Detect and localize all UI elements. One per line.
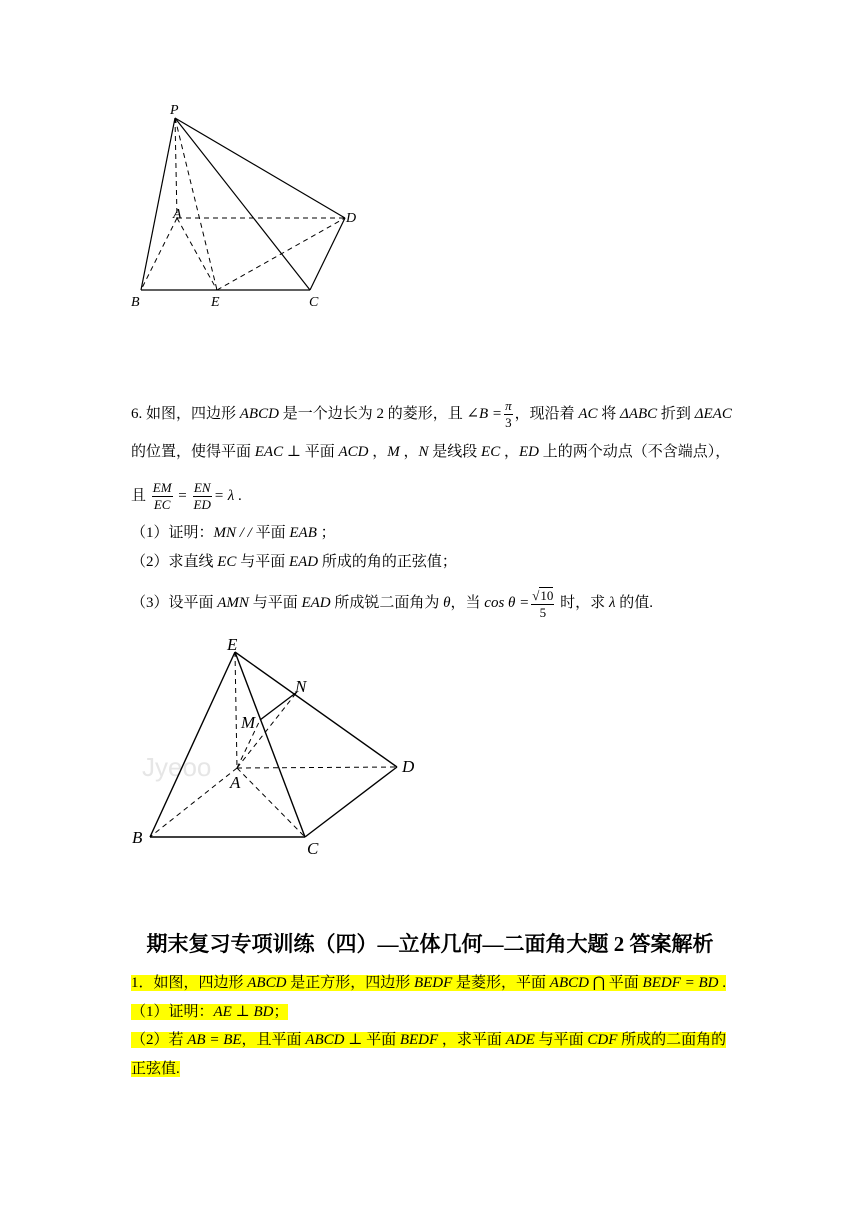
sqrt-radicand: 10 bbox=[540, 587, 554, 603]
text: 上的两个动点（不含端点）， bbox=[538, 444, 731, 460]
math: cos θ = bbox=[484, 595, 530, 611]
numerator: EM bbox=[152, 480, 172, 496]
math: ABCD bbox=[239, 405, 279, 422]
math: ABCD bbox=[305, 1032, 345, 1048]
math: AMN bbox=[217, 595, 249, 611]
pyramid-figure-2-svg bbox=[125, 630, 425, 860]
text: （1）证明： bbox=[131, 1004, 214, 1020]
text: 的位置，使得平面 bbox=[131, 444, 255, 460]
text: （3）设平面 bbox=[131, 595, 218, 611]
text: 所成锐二面角为 bbox=[330, 595, 444, 611]
problem6-question2 bbox=[131, 551, 457, 573]
label-c: C bbox=[309, 295, 319, 310]
edge-ab bbox=[141, 218, 177, 290]
answer1-line1 bbox=[131, 972, 726, 994]
edge-cd bbox=[310, 218, 345, 290]
text: . bbox=[718, 975, 726, 991]
math: EC bbox=[217, 554, 237, 570]
math: BEDF bbox=[399, 1032, 439, 1048]
denominator: ED bbox=[193, 497, 211, 513]
label-a: A bbox=[230, 773, 241, 792]
text: 与平面 bbox=[534, 1032, 588, 1048]
label-d: D bbox=[402, 757, 415, 776]
math: EAC bbox=[254, 444, 284, 460]
math: = λ bbox=[213, 488, 235, 504]
edge-pc bbox=[175, 118, 310, 290]
answer-section-title: 期末复习专项训练（四）—立体几何—二面角大题 2 答案解析 bbox=[146, 932, 714, 956]
math-symbol: ⋂ bbox=[588, 975, 609, 991]
problem6-line1 bbox=[131, 398, 732, 431]
text: （2）求直线 bbox=[131, 554, 218, 570]
text: ； bbox=[316, 525, 336, 541]
fraction-sqrt10-5: $\frac{√10}{5}$ bbox=[532, 587, 554, 620]
edge-pa bbox=[175, 118, 177, 218]
math: ΔABC bbox=[620, 405, 658, 422]
fraction-pi-3 bbox=[504, 398, 513, 431]
problem6-question1 bbox=[131, 522, 336, 544]
edge-ad bbox=[237, 767, 397, 768]
pyramid-figure-1 bbox=[125, 100, 365, 315]
math: AC bbox=[578, 405, 598, 422]
math: EC bbox=[481, 444, 501, 460]
edge-ab bbox=[150, 768, 237, 837]
text: 且 bbox=[131, 488, 150, 504]
text: . 如图，四边形 bbox=[138, 405, 240, 422]
math: θ bbox=[443, 595, 451, 611]
text: 是正方形，四边形 bbox=[286, 975, 414, 991]
math: EAD bbox=[288, 554, 319, 570]
math: ABCD bbox=[247, 975, 287, 991]
problem6-line3: 且 $\frac{EM}{EC}$ = $\frac{EN}{ED}$ = λ . bbox=[131, 480, 242, 513]
edge-ed bbox=[235, 652, 397, 767]
text: 时，求 bbox=[556, 595, 609, 611]
math: ED bbox=[518, 444, 539, 460]
text: ， bbox=[399, 444, 419, 460]
math-angle: ∠B = bbox=[466, 405, 503, 422]
text: 所成的角的正弦值； bbox=[318, 554, 457, 570]
text: 平面 bbox=[251, 525, 290, 541]
highlighted-text bbox=[131, 1032, 726, 1048]
text: 是菱形，平面 bbox=[452, 975, 550, 991]
edge-eb bbox=[150, 652, 235, 837]
problem6-question3 bbox=[131, 584, 653, 622]
edge-ea bbox=[235, 652, 237, 768]
text: 所成的二面角的 bbox=[617, 1032, 727, 1048]
math: λ bbox=[608, 595, 616, 611]
label-b: B bbox=[131, 295, 140, 310]
math: BEDF = BD bbox=[642, 975, 719, 991]
text: . bbox=[234, 488, 242, 504]
label-p: P bbox=[170, 103, 179, 118]
highlighted-text bbox=[131, 1004, 288, 1020]
math: CDF bbox=[587, 1032, 618, 1048]
denominator: 5 bbox=[539, 604, 547, 620]
label-a: A bbox=[173, 207, 182, 222]
math: AB = BE bbox=[187, 1032, 242, 1048]
pyramid-figure-2 bbox=[125, 630, 425, 860]
text: ⊥ 平面 bbox=[344, 1032, 400, 1048]
highlighted-text: 正弦值. bbox=[131, 1061, 180, 1077]
math: EAB bbox=[289, 525, 317, 541]
edge-ac bbox=[237, 768, 305, 837]
text: 的值. bbox=[615, 595, 653, 611]
problem6-line2 bbox=[131, 441, 730, 463]
edge-pd bbox=[175, 118, 345, 218]
answer1-line4 bbox=[131, 1058, 180, 1080]
problem-number: 6 bbox=[131, 405, 139, 422]
text: 与平面 bbox=[248, 595, 302, 611]
text: ； bbox=[273, 1004, 289, 1020]
math: ACD bbox=[338, 444, 369, 460]
edge-ed bbox=[217, 218, 345, 290]
watermark: Jyeoo bbox=[142, 752, 212, 782]
edge-ae bbox=[177, 218, 217, 290]
label-e: E bbox=[211, 295, 220, 310]
highlighted-text bbox=[131, 975, 726, 991]
text: ⊥ 平面 bbox=[283, 444, 339, 460]
numerator: π bbox=[505, 398, 512, 413]
text: （1）证明： bbox=[131, 525, 214, 541]
pyramid-figure-1-svg bbox=[125, 100, 365, 315]
label-e: E bbox=[227, 635, 238, 654]
math: N bbox=[418, 444, 429, 460]
label-m: M bbox=[241, 713, 256, 732]
fraction-em-ec bbox=[152, 480, 173, 513]
numerator: EN bbox=[193, 480, 211, 496]
denominator: 3 bbox=[505, 415, 512, 430]
text: 1．如图，四边形 bbox=[131, 975, 248, 991]
label-b: B bbox=[132, 828, 143, 847]
math: ΔEAC bbox=[694, 405, 732, 422]
text: 折到 bbox=[657, 405, 695, 422]
math: M bbox=[387, 444, 400, 460]
math: BEDF bbox=[413, 975, 453, 991]
math: AE ⊥ BD bbox=[213, 1004, 274, 1020]
label-c: C bbox=[307, 839, 319, 858]
text: 与平面 bbox=[236, 554, 289, 570]
edge-pb bbox=[141, 118, 175, 290]
math: ABCD bbox=[549, 975, 589, 991]
label-d: D bbox=[346, 211, 357, 226]
text: ，且平面 bbox=[241, 1032, 306, 1048]
text: 是一个边长为 2 的菱形，且 bbox=[278, 405, 467, 422]
text: （2）若 bbox=[131, 1032, 188, 1048]
denominator: EC bbox=[153, 497, 171, 513]
text: ， bbox=[368, 444, 388, 460]
text: ，现沿着 bbox=[514, 405, 579, 422]
math: ADE bbox=[505, 1032, 535, 1048]
text: ，求平面 bbox=[438, 1032, 506, 1048]
label-n: N bbox=[295, 677, 307, 696]
text: ，当 bbox=[450, 595, 485, 611]
math: MN / / bbox=[213, 525, 252, 541]
answer1-line2 bbox=[131, 1001, 288, 1023]
text: 是线段 bbox=[428, 444, 482, 460]
fraction-en-ed bbox=[193, 480, 212, 513]
text: 将 bbox=[597, 405, 621, 422]
answer1-line3 bbox=[131, 1029, 726, 1051]
math: EAD bbox=[301, 595, 331, 611]
text: 平面 bbox=[608, 975, 643, 991]
edge-cd bbox=[305, 767, 397, 837]
text: ， bbox=[500, 444, 519, 460]
